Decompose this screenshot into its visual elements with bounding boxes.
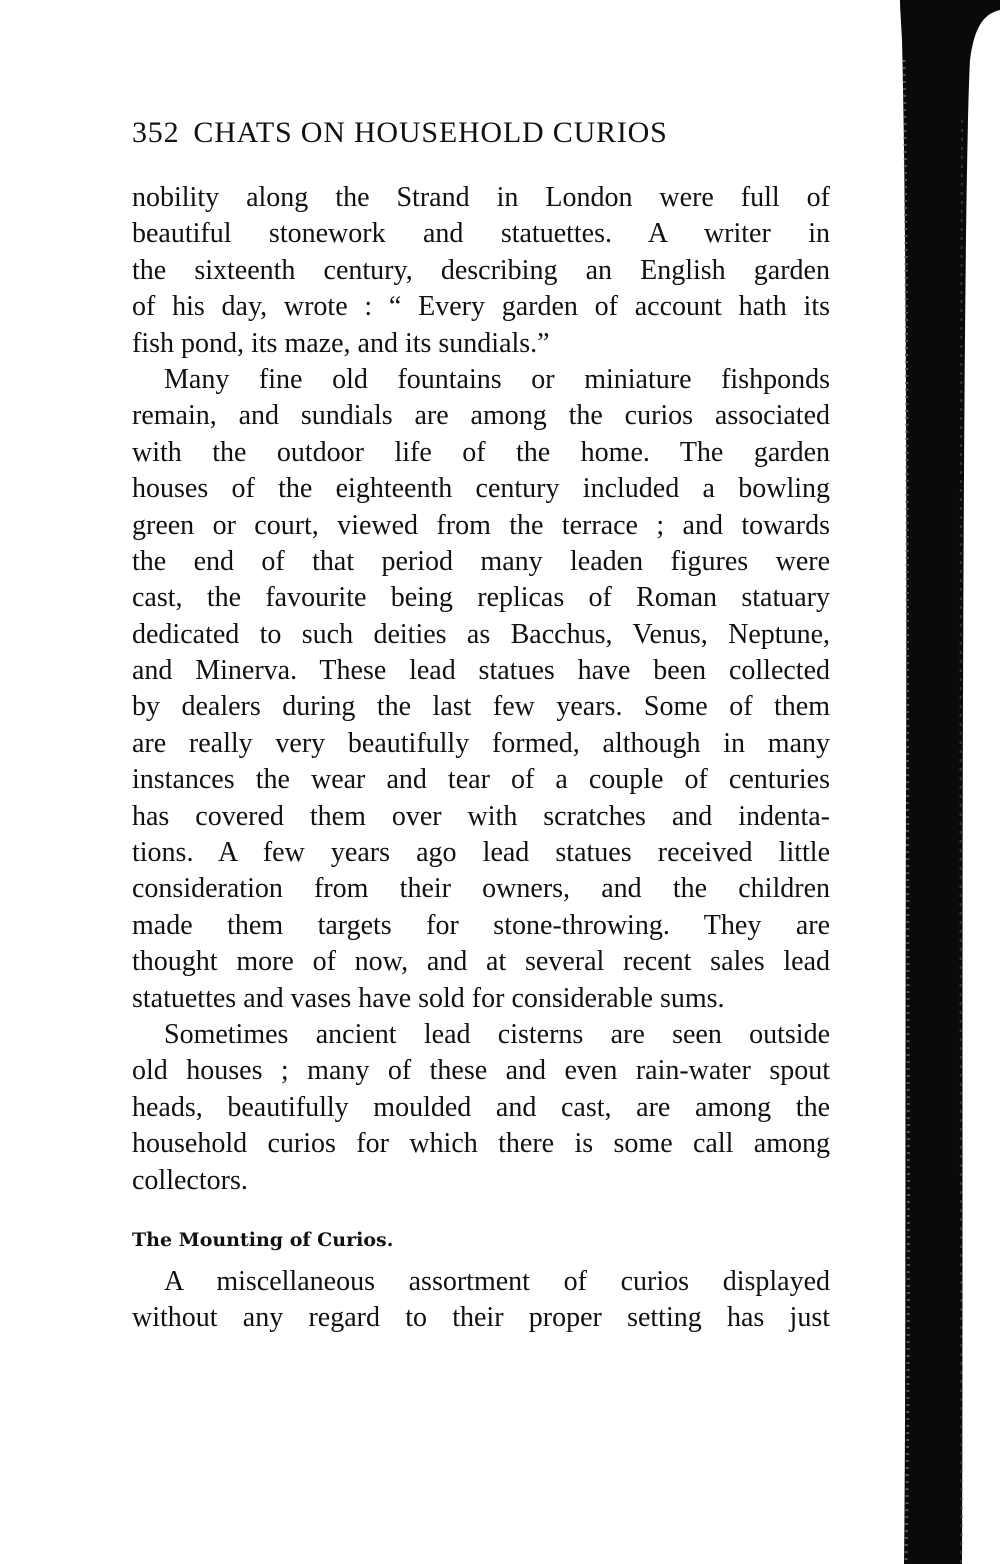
text-line: cast, the favourite being replicas of Roman statuary: [132, 582, 830, 614]
text-line: nobility along the Strand in London were full of: [132, 182, 830, 213]
binding-shadow: [900, 0, 1000, 1564]
paragraph-start-line: A miscellaneous assortment of curios displayed: [164, 1266, 830, 1297]
text-line: instances the wear and tear of a couple of centuries: [132, 764, 830, 796]
running-title: CHATS ON HOUSEHOLD CURIOS: [193, 116, 668, 149]
paragraph-start-line: Many fine old fountains or miniature fishponds: [164, 363, 830, 395]
text-line: made them targets for stone-throwing. They are: [132, 909, 830, 941]
text-line: without any regard to their proper setting has just: [132, 1302, 830, 1334]
text-line: are really very beautifully formed, although in many: [132, 727, 830, 759]
text-line: household curios for which there is some call among: [132, 1128, 830, 1160]
text-line: statuettes and vases have sold for considerable sums.: [132, 982, 725, 1014]
body-text: [132, 180, 830, 1199]
section-body-text: [132, 1264, 830, 1337]
section-heading: The Mounting of Curios.: [132, 1229, 394, 1251]
text-line: houses of the eighteenth century included a bowling: [132, 473, 830, 505]
text-line: green or court, viewed from the terrace ; and towards: [132, 509, 830, 541]
text-line: tions. A few years ago lead statues received little: [132, 837, 830, 869]
text-line: consideration from their owners, and the children: [132, 873, 830, 905]
text-line: collectors.: [132, 1164, 248, 1196]
text-line: dedicated to such deities as Bacchus, Venus, Neptune,: [132, 618, 830, 650]
text-line: fish pond, its maze, and its sundials.”: [132, 327, 550, 359]
paragraph-start-line: Sometimes ancient lead cisterns are seen outside: [164, 1018, 830, 1050]
text-line: the sixteenth century, describing an English garden: [132, 254, 830, 286]
text-line: and Minerva. These lead statues have been collected: [132, 655, 830, 687]
text-line: by dealers during the last few years. Some of them: [132, 691, 830, 723]
text-line: remain, and sundials are among the curios associated: [132, 400, 830, 432]
text-line: has covered them over with scratches and indenta-: [132, 800, 830, 832]
text-line: heads, beautifully moulded and cast, are among the: [132, 1091, 830, 1123]
text-line: of his day, wrote : “ Every garden of account hath its: [132, 291, 830, 323]
binding-edge: [900, 0, 1000, 1564]
text-line: the end of that period many leaden figures were: [132, 545, 830, 577]
text-line: thought more of now, and at several recent sales lead: [132, 946, 830, 978]
text-line: old houses ; many of these and even rain-water spout: [132, 1055, 830, 1087]
text-line: with the outdoor life of the home. The garden: [132, 436, 830, 468]
running-head: [132, 116, 832, 150]
text-line: beautiful stonework and statuettes. A writer in: [132, 218, 830, 250]
page-number: 352: [132, 116, 180, 149]
